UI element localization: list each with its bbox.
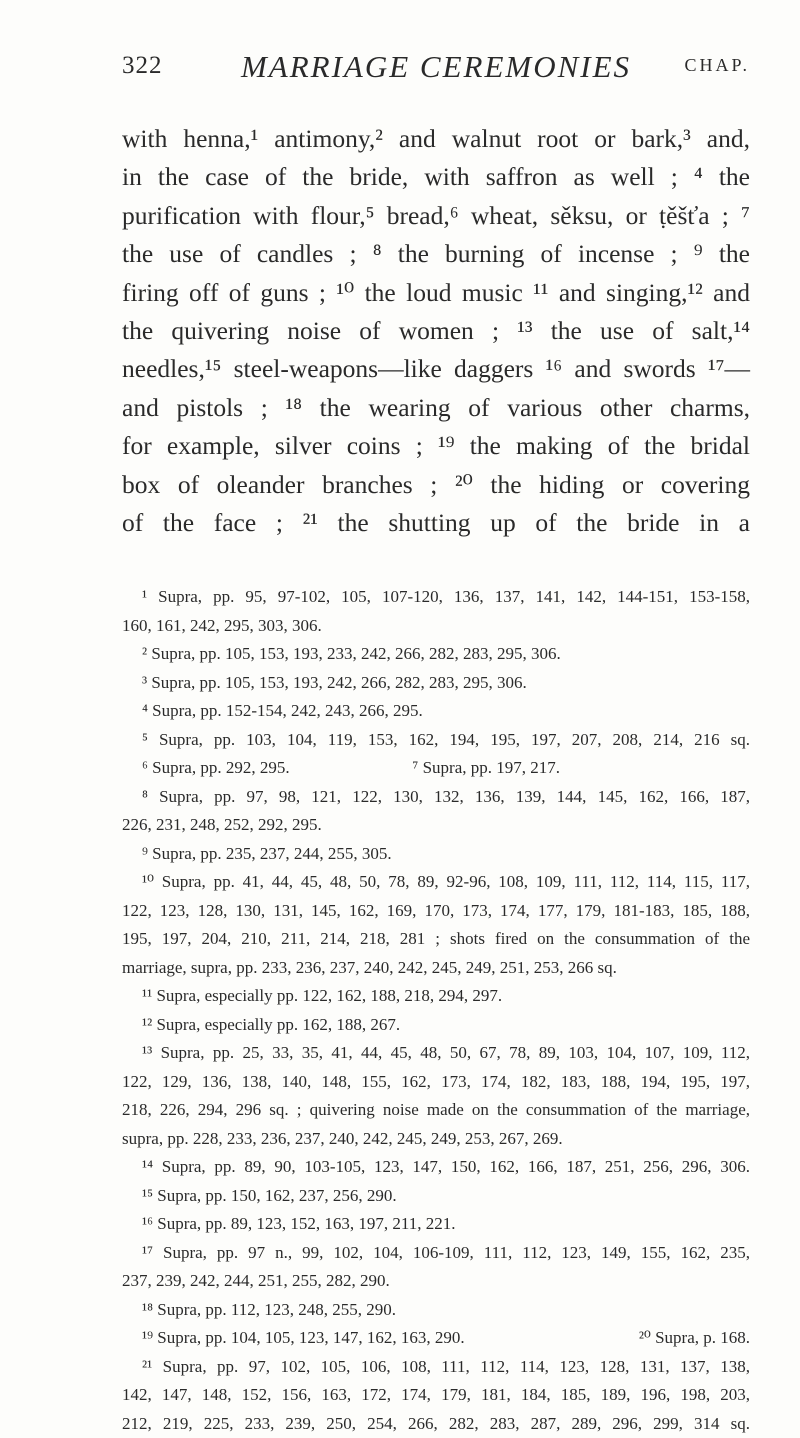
body-line: of the face ; ²¹ the shutting up of the bride in a [122,504,750,542]
footnote-line: ¹³ Supra, pp. 25, 33, 35, 41, 44, 45, 48, 50, 67, 78, 89, 103, 104, 107, 109, 112, [122,1039,750,1068]
footnote-line: 160, 161, 242, 295, 303, 306. [122,612,750,641]
body-line: with henna,¹ antimony,² and walnut root or bark,³ and, [122,120,750,158]
footnote-line: ¹ Supra, pp. 95, 97-102, 105, 107-120, 136, 137, 141, 142, 144-151, 153-158, [122,583,750,612]
body-line: needles,¹⁵ steel-weapons—like daggers ¹⁶ and swords ¹⁷— [122,350,750,388]
footnotes [122,583,750,1438]
footnote-line: 122, 123, 128, 130, 131, 145, 162, 169, 170, 173, 174, 177, 179, 181-183, 185, 188, [122,897,750,926]
footnote-line: ¹⁸ Supra, pp. 112, 123, 248, 255, 290. [122,1296,750,1325]
footnote-line: ³ Supra, pp. 105, 153, 193, 242, 266, 282, 283, 295, 306. [122,669,750,698]
page-number: 322 [122,52,163,80]
footnote-line: 142, 147, 148, 152, 156, 163, 172, 174, 179, 181, 184, 185, 189, 196, 198, 203, [122,1381,750,1410]
footnote-line: ¹⁹ Supra, pp. 104, 105, 123, 147, 162, 163, 290. [142,1324,465,1353]
footnote-line: ⁹ Supra, pp. 235, 237, 244, 255, 305. [122,840,750,869]
footnote-line: ¹⁵ Supra, pp. 150, 162, 237, 256, 290. [122,1182,750,1211]
footnote-line: ¹⁶ Supra, pp. 89, 123, 152, 163, 197, 211, 221. [122,1210,750,1239]
body-line: purification with flour,⁵ bread,⁶ wheat, sěksu, or ṭěšťa ; ⁷ [122,197,750,235]
footnote-line: ⁴ Supra, pp. 152-154, 242, 243, 266, 295. [122,697,750,726]
footnote-pair [122,1324,750,1353]
body-line: in the case of the bride, with saffron as well ; ⁴ the [122,158,750,196]
footnote-line: ¹⁰ Supra, pp. 41, 44, 45, 48, 50, 78, 89, 92-96, 108, 109, 111, 112, 114, 115, 117, [122,868,750,897]
footnote-line: ²⁰ Supra, p. 168. [639,1324,750,1353]
footnote-line: ⁶ Supra, pp. 292, 295. [142,754,290,783]
footnote-line: 122, 129, 136, 138, 140, 148, 155, 162, 173, 174, 182, 183, 188, 194, 195, 197, [122,1068,750,1097]
body-line: the quivering noise of women ; ¹³ the use of salt,¹⁴ [122,312,750,350]
footnote-line: ²¹ Supra, pp. 97, 102, 105, 106, 108, 111, 112, 114, 123, 128, 131, 137, 138, [122,1353,750,1382]
footnote-line: 226, 231, 248, 252, 292, 295. [122,811,750,840]
footnote-line: 218, 226, 294, 296 sq. ; quivering noise made on the consummation of the marriage, [122,1096,750,1125]
footnote-pair [122,754,750,783]
body-line: for example, silver coins ; ¹⁹ the making of the bridal [122,427,750,465]
footnote-line: ² Supra, pp. 105, 153, 193, 233, 242, 266, 282, 283, 295, 306. [122,640,750,669]
running-header [122,52,750,100]
footnote-line: ⁵ Supra, pp. 103, 104, 119, 153, 162, 194, 195, 197, 207, 208, 214, 216 sq. [122,726,750,755]
footnote-line: ¹⁷ Supra, pp. 97 n., 99, 102, 104, 106-109, 111, 112, 123, 149, 155, 162, 235, [122,1239,750,1268]
footnote-line: 195, 197, 204, 210, 211, 214, 218, 281 ; shots fired on the consummation of the [122,925,750,954]
body-line: and pistols ; ¹⁸ the wearing of various other charms, [122,389,750,427]
body-line: firing off of guns ; ¹⁰ the loud music ¹¹ and singing,¹² and [122,274,750,312]
footnote-line: ⁷ Supra, pp. 197, 217. [412,754,750,783]
footnote-line: 212, 219, 225, 233, 239, 250, 254, 266, 282, 283, 287, 289, 296, 299, 314 sq. [122,1410,750,1438]
footnote-line: ¹⁴ Supra, pp. 89, 90, 103-105, 123, 147, 150, 162, 166, 187, 251, 256, 296, 306. [122,1153,750,1182]
footnote-line: 237, 239, 242, 244, 251, 255, 282, 290. [122,1267,750,1296]
footnote-line: marriage, supra, pp. 233, 236, 237, 240, 242, 245, 249, 251, 253, 266 sq. [122,954,750,983]
body-line: box of oleander branches ; ²⁰ the hiding or covering [122,466,750,504]
chapter-label: CHAP. [684,55,750,76]
footnote-line: ⁸ Supra, pp. 97, 98, 121, 122, 130, 132, 136, 139, 144, 145, 162, 166, 187, [122,783,750,812]
footnote-line: supra, pp. 228, 233, 236, 237, 240, 242, 245, 249, 253, 267, 269. [122,1125,750,1154]
body-line: the use of candles ; ⁸ the burning of incense ; ⁹ the [122,235,750,273]
footnote-line: ¹² Supra, especially pp. 162, 188, 267. [122,1011,750,1040]
main-paragraph [122,120,750,542]
running-title: MARRIAGE CEREMONIES [122,49,750,85]
footnote-line: ¹¹ Supra, especially pp. 122, 162, 188, 218, 294, 297. [122,982,750,1011]
